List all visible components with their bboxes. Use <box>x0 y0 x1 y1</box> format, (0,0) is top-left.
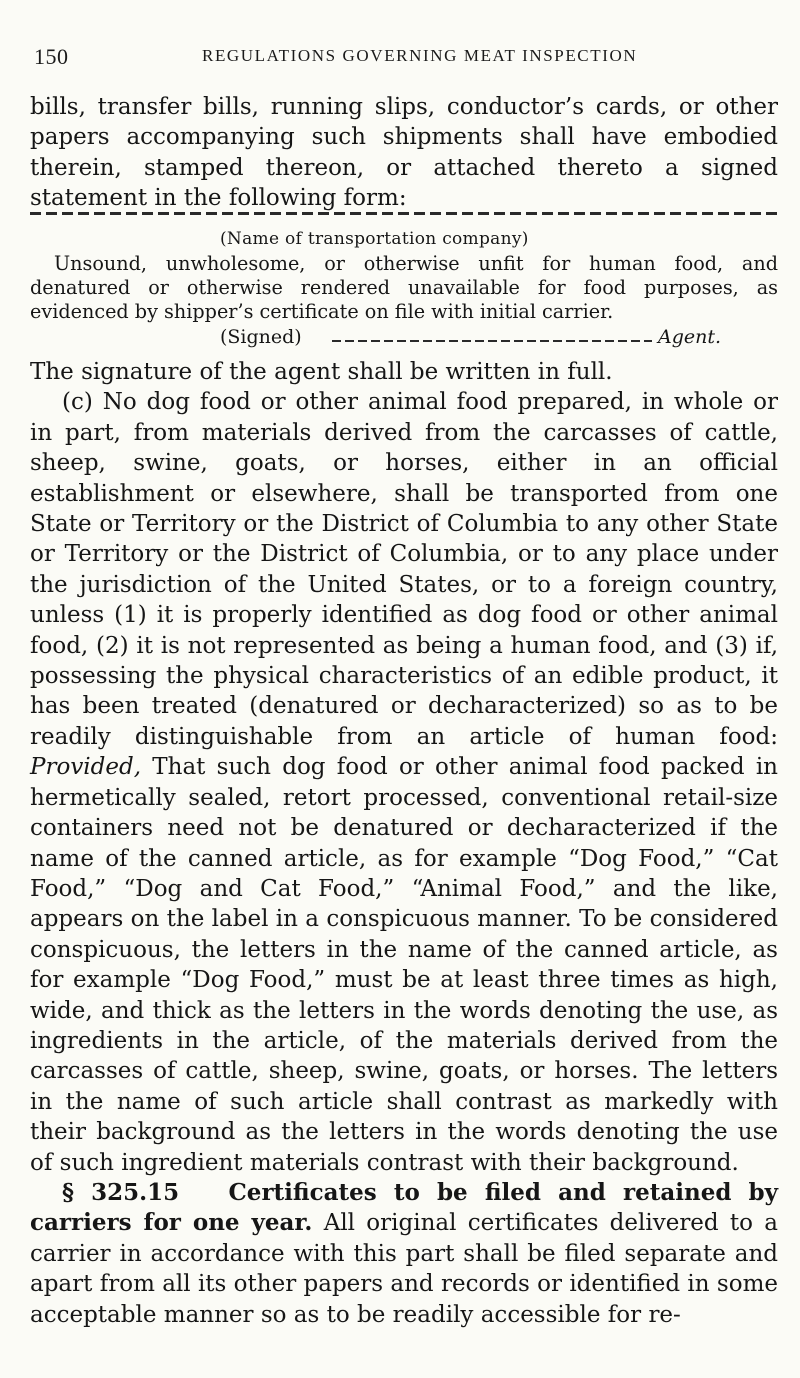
running-title: REGULATIONS GOVERNING MEAT INSPECTION <box>202 46 638 65</box>
section-number: § 325.15 <box>62 1178 180 1206</box>
page-number: 150 <box>34 44 69 69</box>
section-title: Certificates to be filed and retained by carriers for one year. <box>30 1178 778 1237</box>
signed-label: (Signed) <box>220 326 302 348</box>
company-name-blank-line <box>30 212 778 215</box>
signature-note: The signature of the agent shall be written in full. <box>30 359 613 385</box>
section-text: All original certificates delivered to a carrier in accordance with this part shall be filed separate and apart from all its other papers and records or identified in some acceptable manner so as to be readily accessible for re- <box>30 1210 778 1328</box>
unfit-statement: Unsound, unwholesome, or otherwise unfit for human food, and denatured or otherwise rendered unavailable for food purposes, as evidenced by shipper’s certificate on file with initial carrier. <box>30 252 778 323</box>
intro-paragraph: bills, transfer bills, running slips, conductor’s cards, or other papers accompanying such shipments shall have embodied therein, stamped thereon, or attached thereto a signed statement in the following form: <box>30 94 778 212</box>
section-325-15 <box>30 1178 778 1330</box>
signature-line <box>30 325 778 351</box>
paragraph-c <box>30 387 778 1178</box>
body-text <box>30 357 778 1330</box>
page-header <box>30 44 778 74</box>
company-name-caption: (Name of transportation company) <box>220 229 529 249</box>
paragraph-c-text-1: (c) No dog food or other animal food prepared, in whole or in part, from materials derived from the carcasses of cattle, sheep, swine, goats, or horses, either in an official establishment or elsewhere, shall be transported from one State or Territory or the District of Columbia to any other State or Territory or the District of Columbia, or to any place under the jurisdiction of the United States, or to a foreign country, unless (1) it is properly identified as dog food or other animal food, (2) it is not represented as being a human food, and (3) if, possessing the physical characteristics of an edible product, it has been treated (denatured or decharacterized) so as to be readily distinguishable from an article of human food: <box>30 389 778 750</box>
signature-blank <box>332 340 652 342</box>
paragraph-c-text-2: That such dog food or other animal food packed in hermetically sealed, retort processed, conventional retail-size containers need not be denatured or decharacterized if the name of the canned article, as for example “Dog Food,” “Cat Food,” “Dog and Cat Food,” “Animal Food,” and the like, appears on the label in a conspicuous manner. To be considered conspicuous, the letters in the name of the canned article, as for example “Dog Food,” must be at least three times as high, wide, and thick as the letters in the words denoting the use, as ingredients in the article, of the materials derived from the carcasses of cattle, sheep, swine, goats, or horses. The letters in the name of such article shall contrast as markedly with their background as the letters in the words denoting the use of such ingredient materials contrast with their background. <box>30 754 778 1176</box>
provided-word: Provided, <box>30 754 142 781</box>
agent-label: Agent. <box>658 326 722 348</box>
document-page <box>30 0 778 1378</box>
